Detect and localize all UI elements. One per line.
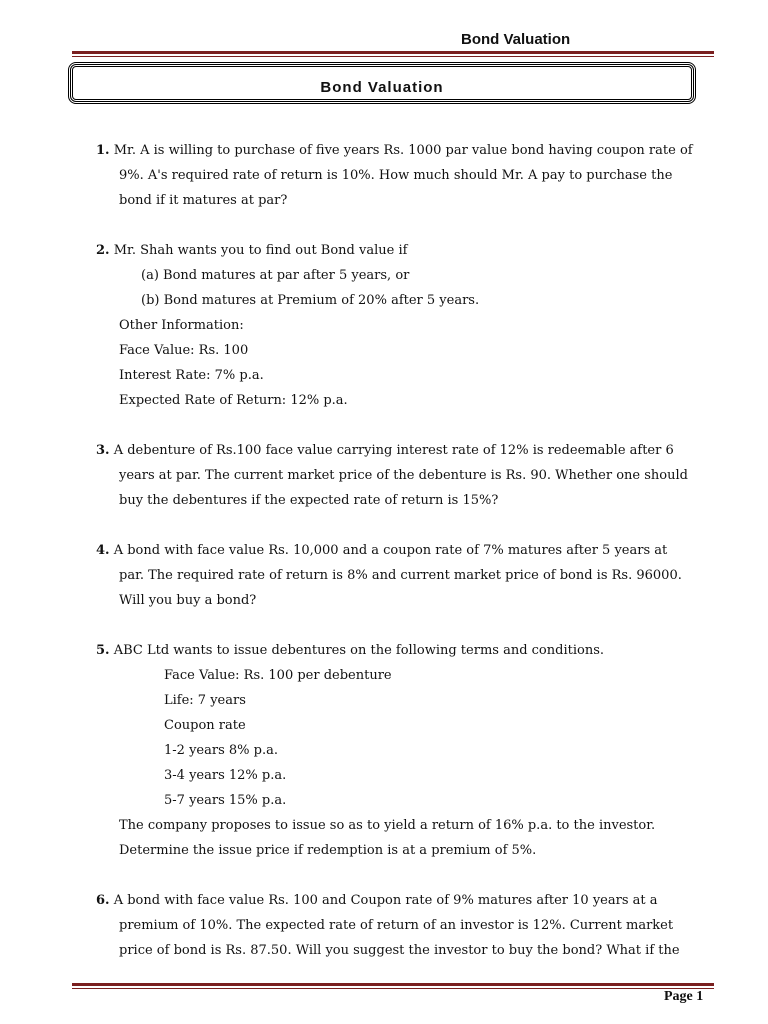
question-text: premium of 10%. The expected rate of return of an investor is 12%. Current market	[119, 918, 674, 933]
question-text: The company proposes to issue so as to yield a return of 16% p.a. to the investor.	[119, 818, 656, 833]
question-text: Mr. A is willing to purchase of five years Rs. 1000 par value bond having coupon rate of	[113, 143, 693, 158]
option-a: (a) Bond matures at par after 5 years, or	[141, 268, 410, 283]
info-face-value: Face Value: Rs. 100	[119, 343, 249, 358]
question-text: buy the debentures if the expected rate of return is 15%?	[119, 493, 499, 508]
question-number: 5.	[96, 643, 110, 658]
question-text: Determine the issue price if redemption is at a premium of 5%.	[119, 843, 537, 858]
question-2	[96, 238, 716, 413]
question-text: Mr. Shah wants you to find out Bond value if	[113, 243, 408, 258]
question-3	[96, 438, 716, 513]
question-text: years at par. The current market price of the debenture is Rs. 90. Whether one should	[119, 468, 688, 483]
running-header-title: Bond Valuation	[461, 31, 571, 48]
question-1	[96, 138, 716, 213]
question-number: 6.	[96, 893, 110, 908]
question-5	[96, 638, 716, 863]
option-b: (b) Bond matures at Premium of 20% after 5 years.	[141, 293, 480, 308]
header-rule-thin	[72, 56, 714, 57]
info-expected-return: Expected Rate of Return: 12% p.a.	[119, 393, 348, 408]
question-number: 2.	[96, 243, 110, 258]
question-text: price of bond is Rs. 87.50. Will you suggest the investor to buy the bond? What if the	[119, 943, 680, 958]
question-text: A bond with face value Rs. 10,000 and a coupon rate of 7% matures after 5 years at	[113, 543, 668, 558]
term-coupon-1: 1-2 years 8% p.a.	[164, 743, 278, 758]
question-number: 4.	[96, 543, 110, 558]
question-text: Will you buy a bond?	[119, 593, 257, 608]
question-text: par. The required rate of return is 8% and current market price of bond is Rs. 96000.	[119, 568, 682, 583]
question-number: 1.	[96, 143, 110, 158]
other-info-heading: Other Information:	[119, 318, 244, 333]
question-list	[96, 138, 716, 988]
question-text: A debenture of Rs.100 face value carrying interest rate of 12% is redeemable after 6	[113, 443, 674, 458]
header-rule-thick	[72, 51, 714, 54]
question-6	[96, 888, 716, 963]
title-box	[70, 64, 694, 102]
question-number: 3.	[96, 443, 110, 458]
info-interest-rate: Interest Rate: 7% p.a.	[119, 368, 264, 383]
footer-rule-thin	[72, 988, 714, 989]
term-coupon-heading: Coupon rate	[164, 718, 246, 733]
question-text: A bond with face value Rs. 100 and Coupon rate of 9% matures after 10 years at a	[113, 893, 658, 908]
question-text: 9%. A's required rate of return is 10%. How much should Mr. A pay to purchase the	[119, 168, 673, 183]
term-coupon-3: 5-7 years 15% p.a.	[164, 793, 287, 808]
footer-rule-thick	[72, 983, 714, 986]
question-4	[96, 538, 716, 613]
term-coupon-2: 3-4 years 12% p.a.	[164, 768, 287, 783]
term-face-value: Face Value: Rs. 100 per debenture	[164, 668, 392, 683]
page-number: Page 1	[664, 989, 704, 1004]
term-life: Life: 7 years	[164, 693, 246, 708]
question-text: bond if it matures at par?	[119, 193, 288, 208]
question-text: ABC Ltd wants to issue debentures on the following terms and conditions.	[113, 643, 604, 658]
document-title: Bond Valuation	[320, 79, 444, 96]
